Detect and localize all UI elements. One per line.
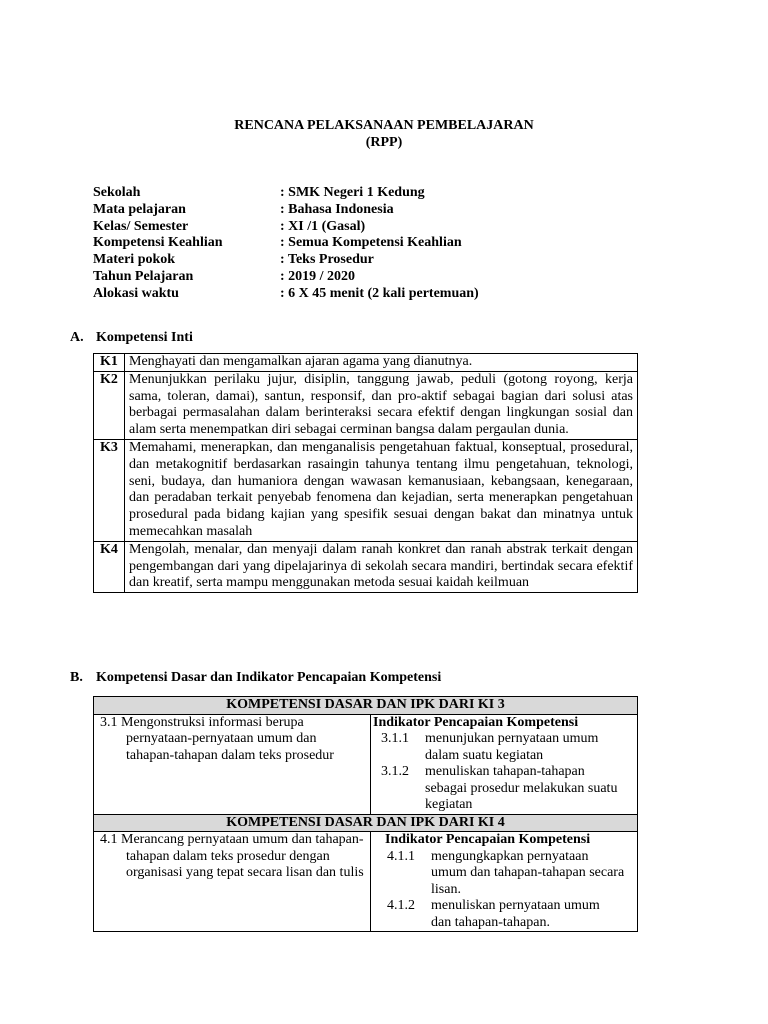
identity-label: Kompetensi Keahlian [93, 235, 223, 251]
kompetensi-dasar-table [93, 696, 638, 932]
band-row [94, 697, 638, 715]
section-title: Kompetensi Dasar dan Indikator Pencapaian Kompetensi [96, 670, 442, 685]
indicator-text-continued: umum dan tahapan-tahapan secara lisan. [431, 865, 625, 897]
indicator-number: 3.1.1 [381, 731, 409, 746]
ki-text: Memahami, menerapkan, dan menganalisis pengetahuan faktual, konseptual, prosedural, dan metakognitif berdasarkan rasaingin tahunya tentang ilmu pengetahuan, teknologi, seni, budaya, dan humaniora dengan wawasan kemanusiaan, kebangsaan, kenegaraan, dan peradaban terkait penyebab fenomena dan kejadian, serta menerapkan pengetahuan prosedural pada bidang kajian yang spesifik sesuai dengan bakat dan minatnya untuk memecahkan masalah [125, 439, 638, 541]
table-row [94, 439, 638, 541]
indicator-cell [371, 832, 638, 932]
ki-code: K3 [94, 439, 125, 541]
indicator-text-continued: sebagai prosedur melakukan suatu kegiatan [425, 780, 618, 812]
indicator-text: menuliskan tahapan-tahapan [425, 764, 585, 779]
ki-text: Mengolah, menalar, dan menyaji dalam ranah konkret dan ranah abstrak terkait dengan pengembangan dari yang dipelajarinya di sekolah secara mandiri, bertindak secara efektif dan kreatif, serta mampu menggunakan metoda sesuai kaidah keilmuan [125, 541, 638, 592]
identity-value: : XI /1 (Gasal) [280, 218, 366, 234]
indicator-text: mengungkapkan pernyataan [431, 848, 589, 864]
table-row [94, 714, 638, 814]
identity-label: Kelas/ Semester [93, 218, 189, 234]
identity-value: : Semua Kompetensi Keahlian [280, 235, 462, 251]
kd-text: 4.1 Merancang pernyataan umum dan tahapan-tahapan dalam teks prosedur dengan organisasi yang tepat secara lisan dan tulis [100, 832, 364, 880]
indicator-item [373, 898, 635, 931]
section-a-heading [70, 330, 193, 346]
section-b-heading [70, 670, 441, 686]
identity-value: : 2019 / 2020 [280, 268, 356, 284]
band-row [94, 814, 638, 832]
table-row [94, 832, 638, 932]
indicator-text: menuliskan pernyataan umum [431, 898, 600, 913]
ki-code: K2 [94, 371, 125, 439]
ki3-band: KOMPETENSI DASAR DAN IPK DARI KI 3 [94, 697, 638, 715]
indicator-text-continued: dan tahapan-tahapan. [431, 914, 550, 930]
ki-code: K1 [94, 354, 125, 372]
section-title: Kompetensi Inti [96, 330, 193, 345]
document-title: RENCANA PELAKSANAAN PEMBELAJARAN [234, 118, 534, 133]
identity-label: Tahun Pelajaran [93, 268, 194, 284]
indicator-number: 4.1.2 [387, 898, 415, 913]
identity-label: Alokasi waktu [93, 285, 179, 301]
indicator-number: 3.1.2 [381, 764, 409, 779]
indicator-heading: Indikator Pencapaian Kompetensi [385, 832, 591, 847]
document-subtitle: (RPP) [365, 135, 403, 150]
kd-text: 3.1 Mengonstruksi informasi berupa pernyataan-pernyataan umum dan tahapan-tahapan dalam teks prosedur [100, 714, 334, 763]
indicator-heading: Indikator Pencapaian Kompetensi [373, 714, 579, 730]
section-letter: B. [70, 670, 83, 685]
indicator-text: menunjukan pernyataan umum [425, 731, 599, 746]
indicator-number: 4.1.1 [387, 848, 415, 864]
table-row [94, 541, 638, 592]
identity-value: : 6 X 45 menit (2 kali pertemuan) [280, 285, 479, 301]
kd-cell [94, 714, 371, 814]
indicator-text-continued: dalam suatu kegiatan [425, 747, 544, 763]
indicator-cell [371, 714, 638, 814]
kd-cell [94, 832, 371, 932]
identity-label: Mata pelajaran [93, 201, 186, 217]
identity-label: Sekolah [93, 185, 141, 200]
indicator-item [373, 731, 635, 764]
identity-value: : Teks Prosedur [280, 252, 374, 268]
section-letter: A. [70, 330, 84, 345]
indicator-item [373, 764, 635, 814]
ki-text: Menghayati dan mengamalkan ajaran agama yang dianutnya. [125, 354, 638, 372]
kompetensi-inti-table [93, 353, 638, 593]
table-row [94, 371, 638, 439]
table-row [94, 354, 638, 372]
indicator-item [373, 849, 635, 899]
ki-code: K4 [94, 541, 125, 592]
ki-text: Menunjukkan perilaku jujur, disiplin, tanggung jawab, peduli (gotong royong, kerja sama, toleran, damai), santun, responsif, dan pro-aktif sebagai bagian dari solusi atas berbagai permasalahan dalam berinteraksi secara efektif dengan lingkungan sosial dan alam serta menempatkan diri sebagai cerminan bangsa dalam pergaulan dunia. [125, 371, 638, 439]
identity-value: : Bahasa Indonesia [280, 201, 394, 217]
ki4-band: KOMPETENSI DASAR DAN IPK DARI KI 4 [94, 814, 638, 832]
identity-value: : SMK Negeri 1 Kedung [280, 185, 425, 200]
identity-label: Materi pokok [93, 252, 176, 268]
